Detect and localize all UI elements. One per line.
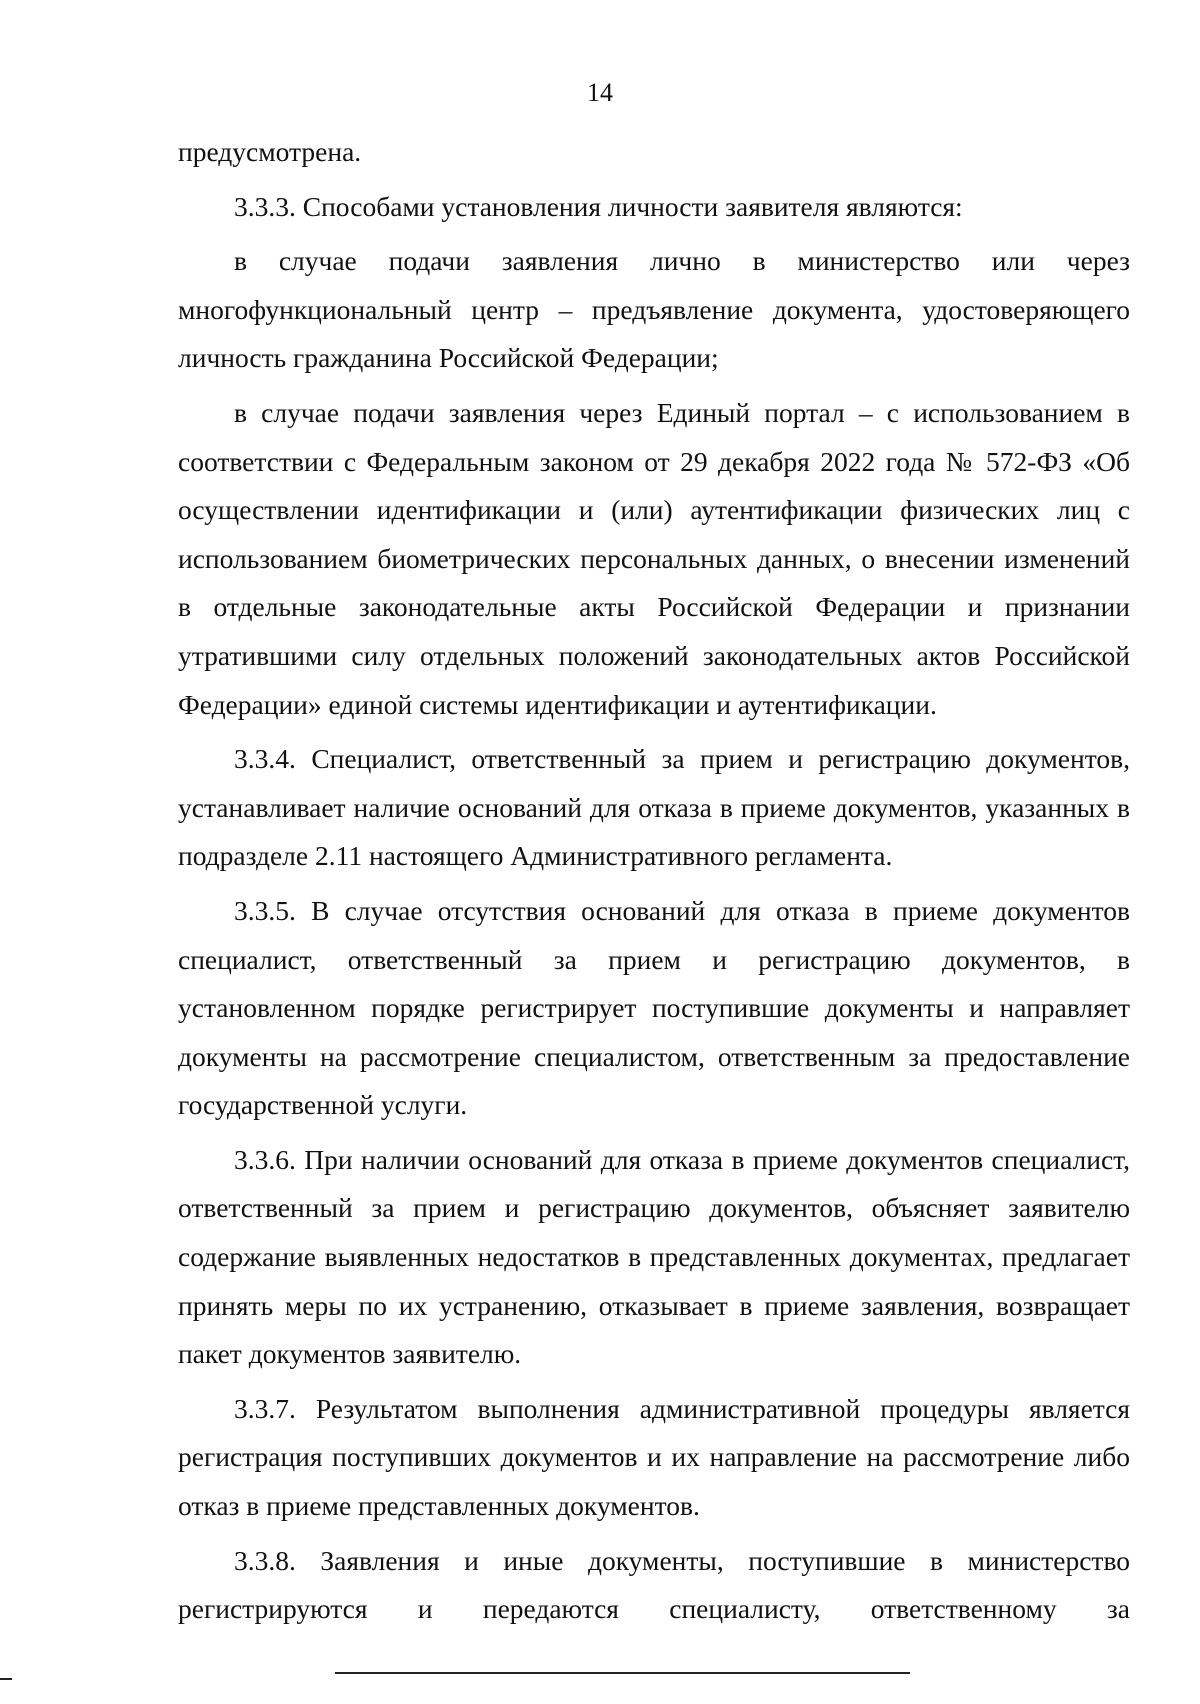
paragraph-3-3-4: 3.3.4. Специалист, ответственный за прием и регистрацию документов, устанавливает наличие оснований для отказа в приеме документов, указанных в подразделе 2.11 настоящего Административного регламента. <box>178 743 1130 872</box>
paragraph-3-3-8: 3.3.8. Заявления и иные документы, поступившие в министерство регистрируются и передаются специалисту, ответственному за <box>178 1544 1130 1625</box>
document-body <box>178 128 1130 1634</box>
paragraph-3-3-7: 3.3.7. Результатом выполнения административной процедуры является регистрация поступивших документов и их направление на рассмотрение либо отказ в приеме представленных документов. <box>178 1392 1130 1522</box>
scan-edge-mark <box>0 1678 12 1680</box>
footer-divider-line <box>335 1672 910 1674</box>
paragraph-continuation: предусмотрена. <box>178 136 362 167</box>
paragraph-unified-portal: в случае подачи заявления через Единый портал – с использованием в соответствии с Федеральным законом от 29 декабря 2022 года № 572-ФЗ «Об осуществлении идентификации и (или) аутентификации физических лиц с использованием биометрических персональных данных, о внесении изменений в отдельные законодательные акты Российской Федерации и признании утратившими силу отдельных положений законодательных актов Российской Федерации» единой системы идентификации и аутентификации. <box>178 396 1130 720</box>
paragraph-3-3-3: 3.3.3. Способами установления личности заявителя являются: <box>234 190 963 222</box>
paragraph-3-3-5: 3.3.5. В случае отсутствия оснований для отказа в приеме документов специалист, ответственный за прием и регистрацию документов, в установленном порядке регистрирует поступившие документы и направляет документы на рассмотрение специалистом, ответственным за предоставление государственной услуги. <box>178 894 1130 1121</box>
paragraph-in-person: в случае подачи заявления лично в министерство или через многофункциональный центр – предъявление документа, удостоверяющего личность гражданина Российской Федерации; <box>178 245 1130 374</box>
paragraph-3-3-6: 3.3.6. При наличии оснований для отказа в приеме документов специалист, ответственный за прием и регистрацию документов, объясняет заявителю содержание выявленных недостатков в представленных документах, предлагает принять меры по их устранению, отказывает в приеме заявления, возвращает пакет документов заявителю. <box>178 1143 1130 1370</box>
page-number: 14 <box>587 78 613 107</box>
